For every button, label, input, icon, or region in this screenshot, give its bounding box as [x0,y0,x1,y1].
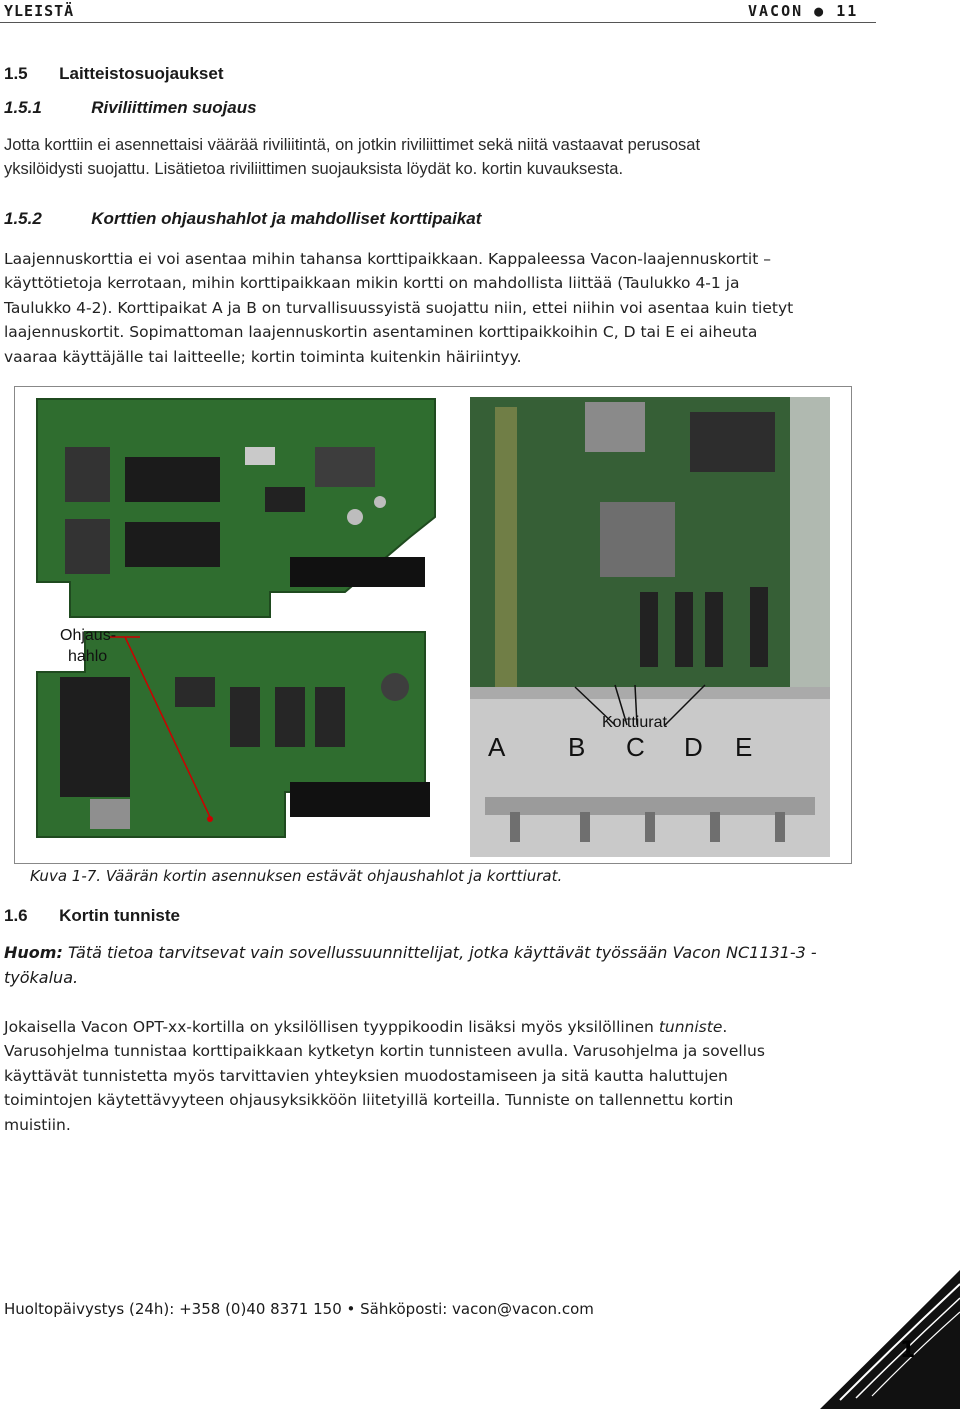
header-section-title: YLEISTÄ [4,2,75,20]
heading-title: Riviliittimen suojaus [91,98,257,117]
figure-photo [15,387,850,862]
note-paragraph [4,940,904,990]
heading-1-6 [4,906,180,926]
slot-label-e: E [735,732,753,762]
paragraph-tunniste [4,1015,765,1137]
heading-title: Korttien ohjaushahlot ja mahdolliset korttipaikat [91,209,482,228]
footer-contact: Huoltopäivystys (24h): +358 (0)40 8371 150 • Sähköposti: vacon@vacon.com [4,1300,594,1318]
heading-1-5-1 [4,98,257,118]
text-run: . [722,1018,728,1036]
paragraph-line: laajennuskortit. Sopimattoman laajennuskortin asentaminen korttipaikkoihin C, D tai E ei aiheuta [4,323,758,342]
slot-label-d: D [684,732,703,762]
figure-caption: Kuva 1-7. Väärän kortin asennuksen estävät ohjaushahlot ja korttiurat. [30,867,563,885]
note-line-2: työkalua. [4,968,79,987]
corner-decoration [820,1270,960,1409]
paragraph-riviliitin [4,133,700,181]
paragraph-line: käyttävät tunnistetta myös tarvittavien yhteyksien muodostamiseen ja sitä kautta haluttujen [4,1066,728,1085]
note-text: Tätä tietoa tarvitsevat vain sovellussuunnittelijat, jotka käyttävät työssään Vacon NC1131-3 - [67,943,817,962]
slot-label-c: C [626,732,645,762]
paragraph-line [4,1015,765,1039]
annotation-dot [207,816,213,822]
paragraph-line: Laajennuskorttia ei voi asentaa mihin tahansa korttipaikkaan. Kappaleessa Vacon-laajennuskortit – [4,250,771,268]
paragraph-line: vaaraa käyttäjälle tai laitteelle; kortin toiminta kuitenkin häiriintyy. [4,347,522,366]
header-brand-page: VACON ● 11 [748,2,859,20]
heading-number: 1.5.1 [4,98,42,117]
paragraph-line: Taulukko 4-2). Korttipaikat A ja B on turvallisuussyistä suojattu niin, ettei niihin voi asentaa kuin tietyt [4,298,794,317]
paragraph-line: muistiin. [4,1115,71,1134]
paragraph-korttipaikat [4,247,793,369]
paragraph-line: käyttötietoja kerrotaan, mihin korttipaikkaan mikin kortti on mahdollista liittää (Taulukko 4-1 ja [4,274,740,293]
heading-number: 1.5.2 [4,209,42,228]
paragraph-line: yksilöidysti suojattu. Lisätietoa riviliittimen suojauksista löydät ko. kortin kuvauksesta. [4,160,624,178]
heading-1-5-2 [4,209,481,229]
paragraph-line: Jotta korttiin ei asennettaisi väärää riviliitintä, on jotkin riviliittimet sekä niitä vastaavat perusosat [4,136,701,154]
header-rule [0,22,876,23]
heading-title: Laitteistosuojaukset [59,64,224,83]
option-card-top [37,399,435,617]
label-ohjaus-1: Ohjaus- [60,627,117,644]
term-tunniste: tunniste [658,1018,723,1036]
slot-label-b: B [568,732,586,762]
slot-label-a: A [488,732,506,762]
heading-number: 1.5 [4,64,28,83]
note-line-1 [4,940,904,965]
heading-number: 1.6 [4,906,28,925]
paragraph-line: toimintojen käytettävyyteen ohjausyksikköön liitetyillä korteilla. Tunniste on tallennettu kortin [4,1091,734,1110]
page-number: 1 [900,1338,916,1363]
label-ohjaus-2: hahlo [68,648,108,665]
paragraph-line: Varusohjelma tunnistaa korttipaikkaan kytketyn kortin tunnisteen avulla. Varusohjelma ja sovellus [4,1042,765,1061]
control-board [470,397,830,687]
heading-title: Kortin tunniste [59,906,180,925]
text-run: Jokaisella Vacon OPT-xx-kortilla on yksilöllisen tyyppikoodin lisäksi myös yksilöllinen [4,1018,659,1036]
label-korttiurat: Korttiurat [602,714,667,731]
note-prefix: Huom: [4,943,63,962]
heading-1-5 [4,64,223,84]
slot-chassis [470,687,830,857]
